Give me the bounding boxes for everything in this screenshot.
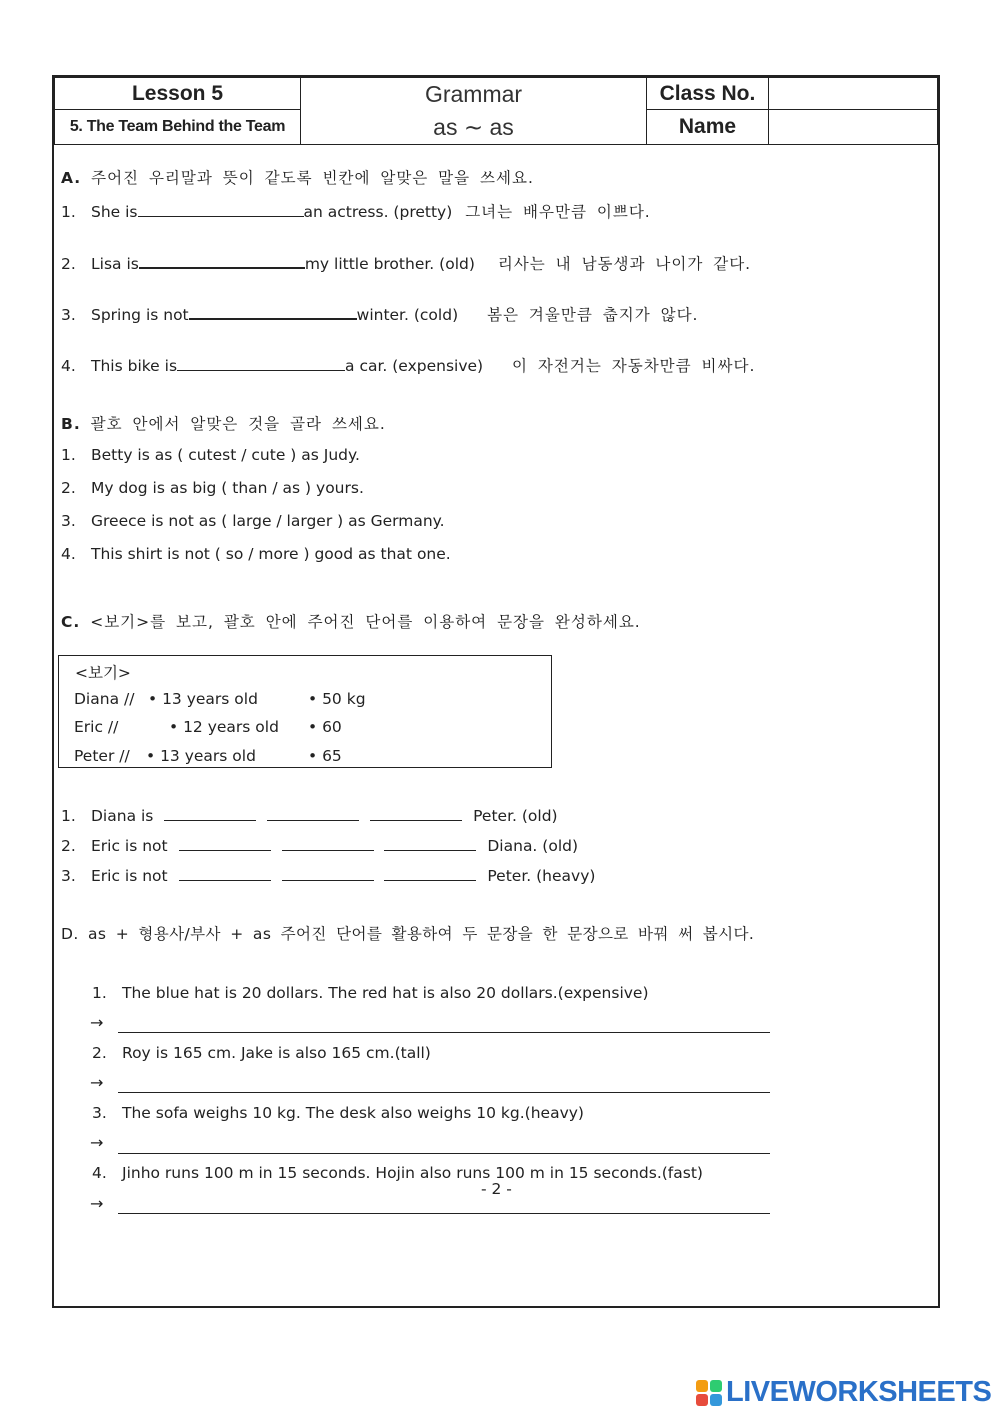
section-a-item-4: 4. This bike is a car. (expensive) 이 자전거는 자동차만큼 비싸다. — [61, 357, 756, 375]
grammar-title-line2: as ∼ as — [433, 114, 514, 140]
example-age: • 13 years old — [146, 747, 256, 765]
example-weight: • 60 — [308, 718, 342, 736]
section-b-item[interactable]: 1. Betty is as ( cutest / cute ) as Judy. — [61, 446, 360, 464]
lesson-label: Lesson 5 — [55, 78, 301, 110]
section-d-item-4: 4. Jinho runs 100 m in 15 seconds. Hojin also runs 100 m in 15 seconds.(fast) — [92, 1164, 703, 1182]
section-d-instruction: D. as + 형용사/부사 + as 주어진 단어를 활용하여 두 문장을 한 문장으로 바꿔 써 봅시다. — [61, 925, 755, 943]
answer-blank[interactable] — [139, 253, 305, 269]
class-no-field[interactable] — [769, 78, 938, 110]
answer-blank[interactable] — [177, 356, 345, 371]
liveworksheets-logo[interactable] — [696, 1376, 991, 1409]
section-b-instruction: B. 괄호 안에서 알맞은 것을 골라 쓰세요. — [61, 415, 386, 433]
section-a-instruction: A. 주어진 우리말과 뜻이 같도록 빈칸에 알맞은 말을 쓰세요. — [61, 169, 534, 187]
answer-blank[interactable] — [384, 836, 476, 851]
example-row-diana: Diana // — [74, 690, 135, 708]
name-field[interactable] — [769, 110, 938, 145]
example-weight: • 65 — [308, 747, 342, 765]
grammar-title — [301, 78, 647, 145]
section-c-item-3: 3. Eric is not Peter. (heavy) — [61, 867, 596, 885]
name-label: Name — [647, 110, 769, 145]
answer-blank[interactable] — [164, 806, 256, 821]
answer-blank[interactable] — [370, 806, 462, 821]
section-c-item-2: 2. Eric is not Diana. (old) — [61, 837, 579, 855]
logo-mark-icon — [696, 1380, 722, 1406]
header-table — [54, 77, 938, 145]
example-age: • 12 years old — [169, 718, 279, 736]
page-number: - 2 - — [481, 1180, 512, 1198]
unit-title: 5. The Team Behind the Team — [55, 110, 301, 145]
section-b-item[interactable]: 3. Greece is not as ( large / larger ) as Germany. — [61, 512, 445, 530]
answer-blank[interactable] — [282, 836, 374, 851]
answer-blank[interactable] — [282, 866, 374, 881]
answer-blank[interactable] — [267, 806, 359, 821]
section-d-item-2: 2. Roy is 165 cm. Jake is also 165 cm.(tall) — [92, 1044, 431, 1062]
arrow-icon: → — [90, 1013, 104, 1032]
section-d-item-3: 3. The sofa weighs 10 kg. The desk also weighs 10 kg.(heavy) — [92, 1104, 584, 1122]
example-title: <보기> — [75, 664, 131, 682]
example-row-peter: Peter // — [74, 747, 130, 765]
logo-text: LIVEWORKSHEETS — [726, 1376, 992, 1408]
arrow-icon: → — [90, 1133, 104, 1152]
answer-blank[interactable] — [179, 866, 271, 881]
example-box — [58, 655, 552, 768]
answer-blank[interactable] — [189, 304, 357, 320]
arrow-icon: → — [90, 1073, 104, 1092]
section-b-item[interactable]: 2. My dog is as big ( than / as ) yours. — [61, 479, 364, 497]
section-a-item-1: 1. She is an actress. (pretty) 그녀는 배우만큼 이쁘다. — [61, 203, 651, 221]
answer-line[interactable] — [118, 1153, 770, 1154]
section-b-item[interactable]: 4. This shirt is not ( so / more ) good as that one. — [61, 545, 451, 563]
example-row-eric: Eric // — [74, 718, 119, 736]
answer-blank[interactable] — [179, 836, 271, 851]
answer-line[interactable] — [118, 1092, 770, 1093]
example-age: • 13 years old — [148, 690, 258, 708]
section-a-item-3: 3. Spring is not winter. (cold) 봄은 겨울만큼 춥지가 않다. — [61, 306, 699, 324]
section-c-item-1: 1. Diana is Peter. (old) — [61, 807, 558, 825]
section-d-item-1: 1. The blue hat is 20 dollars. The red hat is also 20 dollars.(expensive) — [92, 984, 649, 1002]
arrow-icon: → — [90, 1194, 104, 1213]
answer-blank[interactable] — [384, 866, 476, 881]
answer-line[interactable] — [118, 1032, 770, 1033]
answer-line[interactable] — [118, 1213, 770, 1214]
section-a-item-2: 2. Lisa is my little brother. (old) 리사는 내 남동생과 나이가 같다. — [61, 255, 752, 273]
example-weight: • 50 kg — [308, 690, 366, 708]
class-no-label: Class No. — [647, 78, 769, 110]
grammar-title-line1: Grammar — [424, 81, 523, 107]
section-c-instruction: C. <보기>를 보고, 괄호 안에 주어진 단어를 이용하여 문장을 완성하세요. — [61, 613, 641, 631]
answer-blank[interactable] — [138, 202, 304, 217]
